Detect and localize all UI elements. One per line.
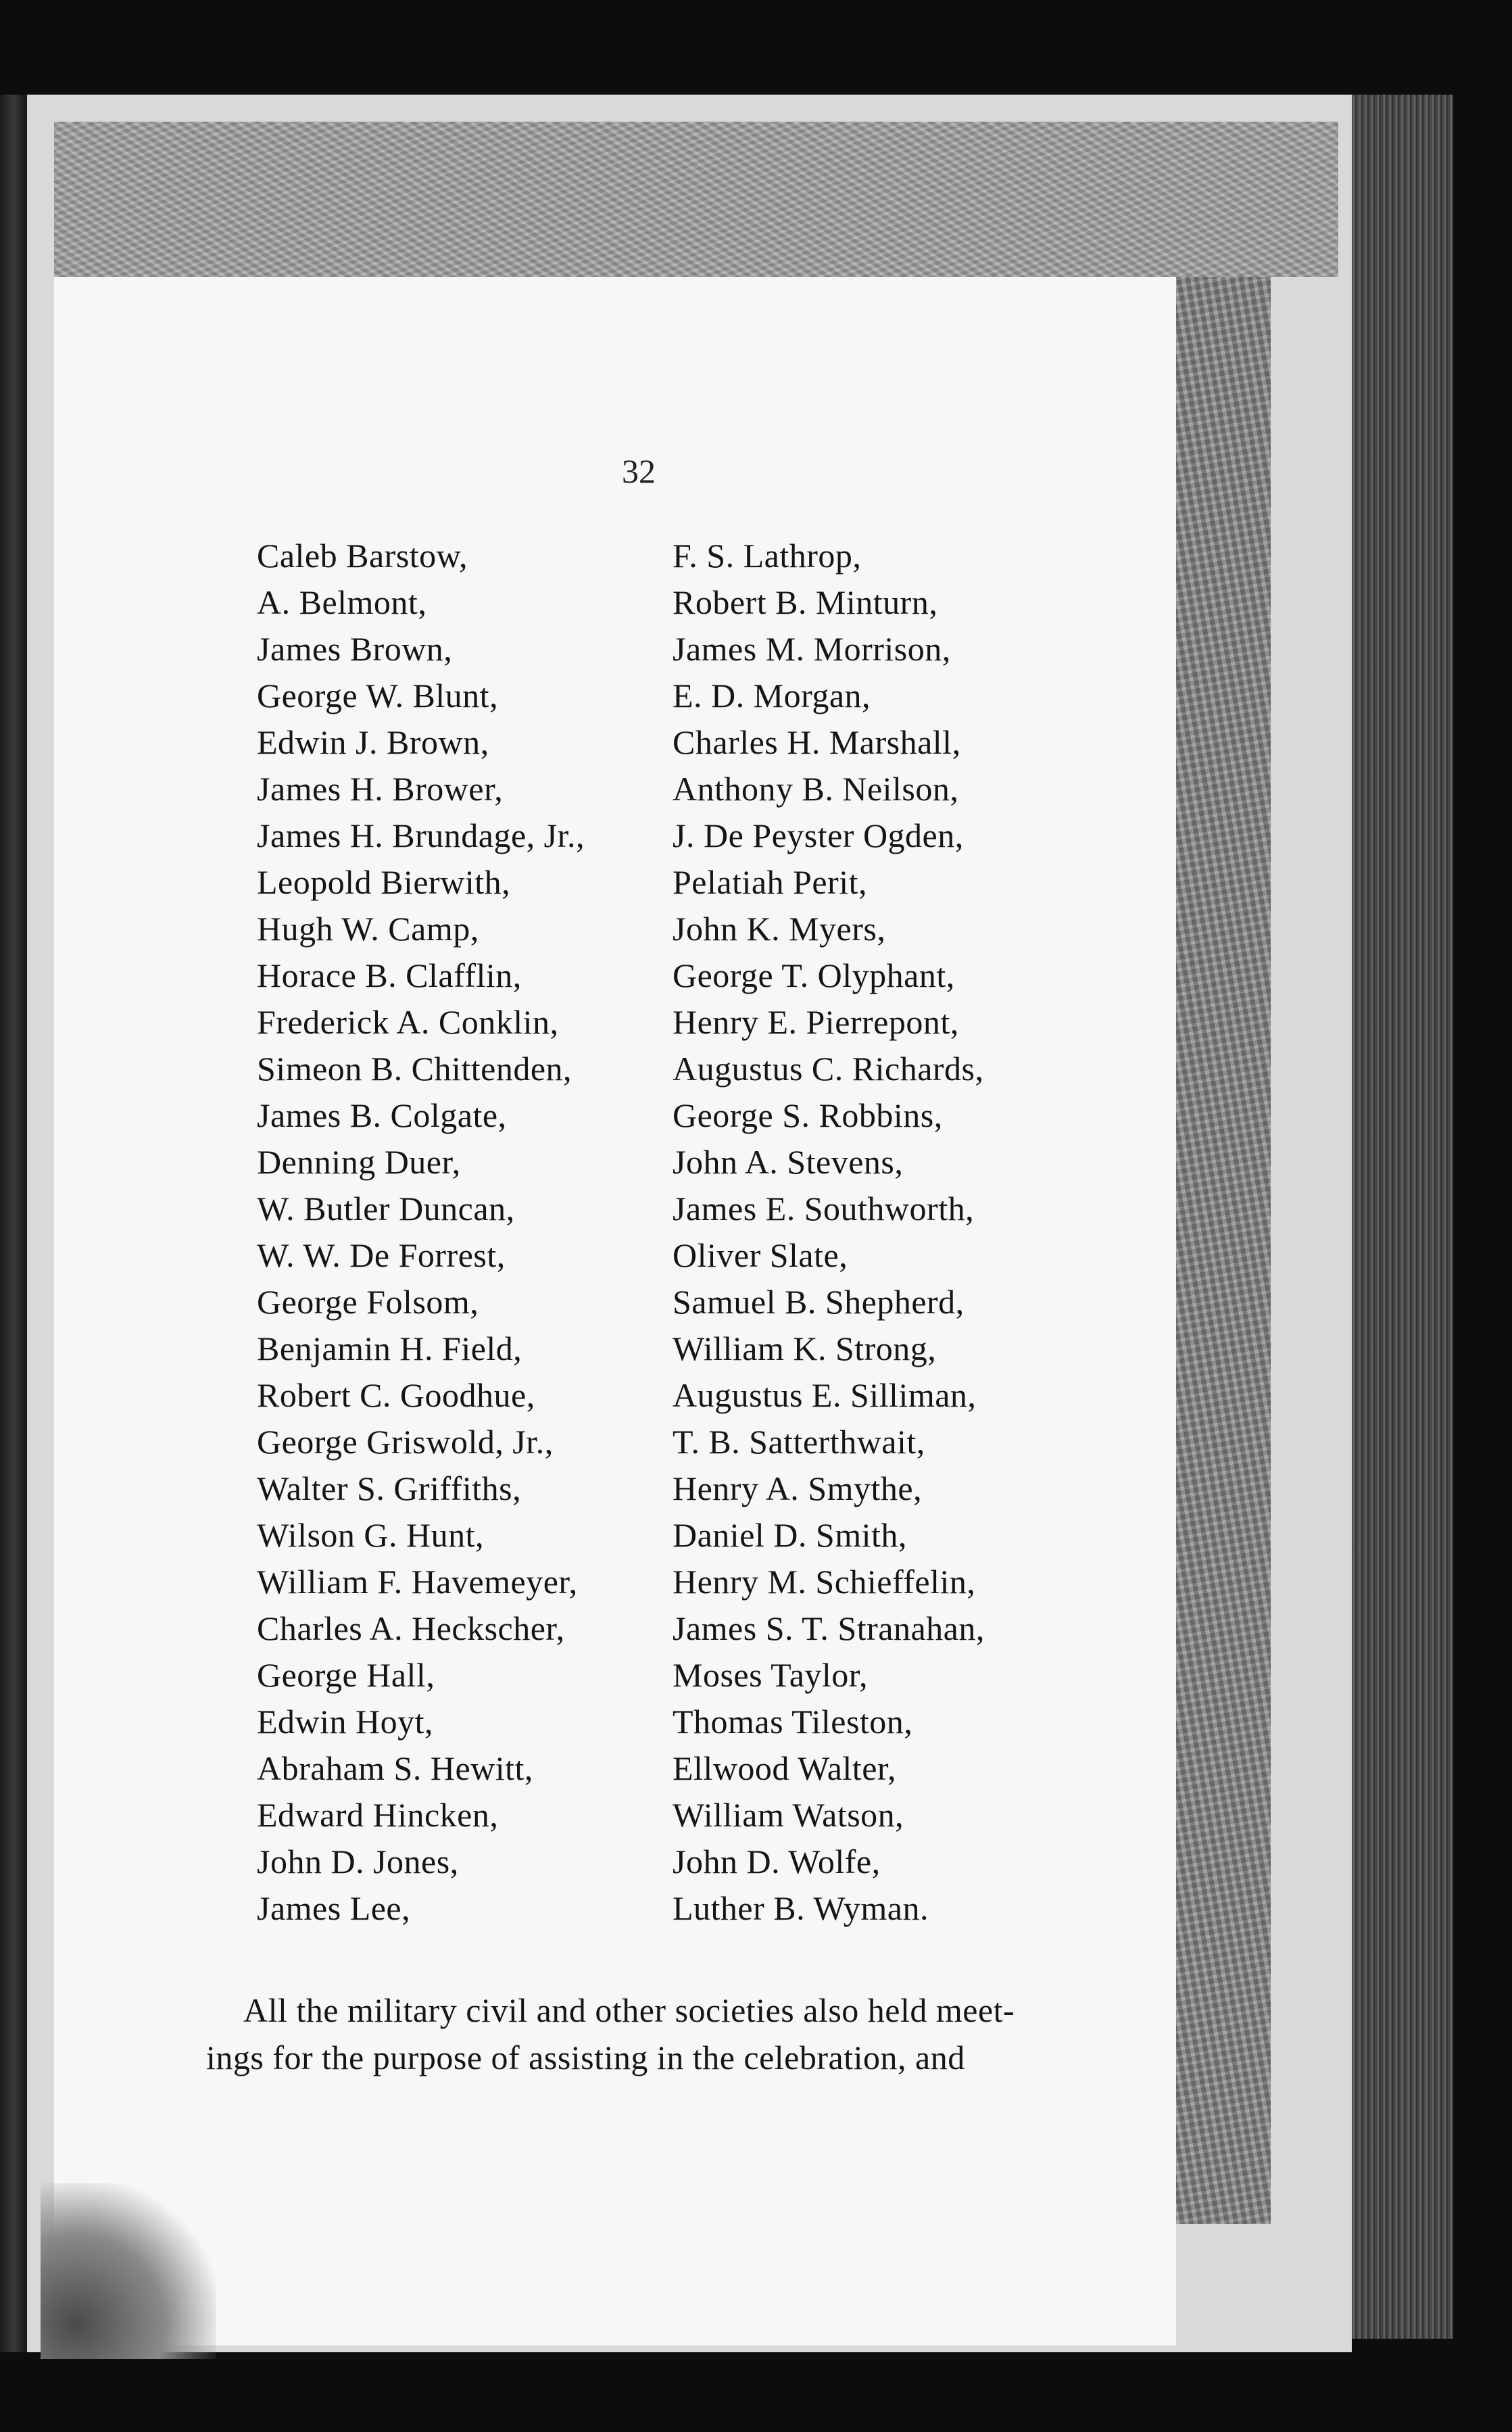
name-entry: George Folsom, bbox=[257, 1283, 479, 1321]
name-entry: James H. Brundage, Jr., bbox=[257, 817, 585, 854]
name-entry: Oliver Slate, bbox=[673, 1236, 848, 1274]
name-entry: Abraham S. Hewitt, bbox=[257, 1749, 533, 1787]
page-edges bbox=[1352, 95, 1453, 2339]
name-entry: James M. Morrison, bbox=[673, 630, 951, 668]
name-entry: Edwin J. Brown, bbox=[257, 723, 489, 761]
name-entry: Hugh W. Camp, bbox=[257, 910, 479, 948]
book-spine-edge bbox=[0, 95, 27, 2352]
foxed-paper-strip-right bbox=[1176, 277, 1271, 2224]
name-entry: Moses Taylor, bbox=[673, 1656, 868, 1694]
name-entry: W. Butler Duncan, bbox=[257, 1190, 515, 1227]
name-entry: James E. Southworth, bbox=[673, 1190, 975, 1227]
name-entry: J. De Peyster Ogden, bbox=[673, 817, 964, 854]
foxed-paper-strip-top bbox=[54, 122, 1338, 277]
name-entry: Augustus C. Richards, bbox=[673, 1050, 984, 1088]
name-entry: James H. Brower, bbox=[257, 770, 504, 808]
name-entry: Luther B. Wyman. bbox=[673, 1889, 929, 1927]
name-entry: Denning Duer, bbox=[257, 1143, 461, 1181]
name-entry: Ellwood Walter, bbox=[673, 1749, 897, 1787]
name-entry: Pelatiah Perit, bbox=[673, 863, 867, 901]
name-entry: A. Belmont, bbox=[257, 583, 427, 621]
name-entry: John A. Stevens, bbox=[673, 1143, 904, 1181]
paragraph-line: ings for the purpose of assisting in the celebration, and bbox=[206, 2039, 965, 2076]
name-entry: James Lee, bbox=[257, 1889, 411, 1927]
name-entry: Simeon B. Chittenden, bbox=[257, 1050, 572, 1088]
name-entry: James B. Colgate, bbox=[257, 1096, 507, 1134]
page-number: 32 bbox=[622, 452, 656, 490]
page-corner-shadow bbox=[41, 2183, 216, 2359]
name-entry: Frederick A. Conklin, bbox=[257, 1003, 559, 1041]
name-entry: Henry M. Schieffelin, bbox=[673, 1563, 976, 1601]
name-entry: Edward Hincken, bbox=[257, 1796, 499, 1834]
name-entry: Robert B. Minturn, bbox=[673, 583, 938, 621]
name-entry: Benjamin H. Field, bbox=[257, 1330, 522, 1367]
name-entry: Thomas Tileston, bbox=[673, 1703, 913, 1741]
name-entry: Wilson G. Hunt, bbox=[257, 1516, 485, 1554]
name-entry: T. B. Satterthwait, bbox=[673, 1423, 925, 1461]
name-entry: Leopold Bierwith, bbox=[257, 863, 511, 901]
name-entry: William K. Strong, bbox=[673, 1330, 937, 1367]
name-entry: George S. Robbins, bbox=[673, 1096, 943, 1134]
name-entry: W. W. De Forrest, bbox=[257, 1236, 506, 1274]
name-entry: Henry E. Pierrepont, bbox=[673, 1003, 959, 1041]
name-entry: Horace B. Clafflin, bbox=[257, 956, 522, 994]
name-entry: Charles H. Marshall, bbox=[673, 723, 961, 761]
name-entry: Samuel B. Shepherd, bbox=[673, 1283, 965, 1321]
name-entry: Anthony B. Neilson, bbox=[673, 770, 959, 808]
name-entry: Edwin Hoyt, bbox=[257, 1703, 434, 1741]
name-entry: Henry A. Smythe, bbox=[673, 1469, 923, 1507]
name-entry: Charles A. Heckscher, bbox=[257, 1609, 565, 1647]
name-entry: E. D. Morgan, bbox=[673, 677, 871, 714]
name-entry: George Hall, bbox=[257, 1656, 435, 1694]
name-entry: Walter S. Griffiths, bbox=[257, 1469, 522, 1507]
name-list-right bbox=[673, 533, 985, 1932]
name-entry: James Brown, bbox=[257, 630, 453, 668]
name-entry: James S. T. Stranahan, bbox=[673, 1609, 985, 1647]
name-entry: William Watson, bbox=[673, 1796, 904, 1834]
name-entry: John K. Myers, bbox=[673, 910, 886, 948]
name-entry: Caleb Barstow, bbox=[257, 537, 468, 575]
name-entry: George Griswold, Jr., bbox=[257, 1423, 554, 1461]
name-entry: Daniel D. Smith, bbox=[673, 1516, 907, 1554]
name-entry: F. S. Lathrop, bbox=[673, 537, 862, 575]
name-entry: William F. Havemeyer, bbox=[257, 1563, 578, 1601]
name-entry: George W. Blunt, bbox=[257, 677, 499, 714]
name-entry: John D. Wolfe, bbox=[673, 1843, 881, 1880]
name-list-left bbox=[257, 533, 585, 1932]
printed-page bbox=[54, 277, 1176, 2345]
paragraph-line: All the military civil and other societies also held meet- bbox=[243, 1991, 1015, 2029]
name-entry: Robert C. Goodhue, bbox=[257, 1376, 535, 1414]
name-entry: Augustus E. Silliman, bbox=[673, 1376, 977, 1414]
name-entry: John D. Jones, bbox=[257, 1843, 459, 1880]
name-entry: George T. Olyphant, bbox=[673, 956, 955, 994]
